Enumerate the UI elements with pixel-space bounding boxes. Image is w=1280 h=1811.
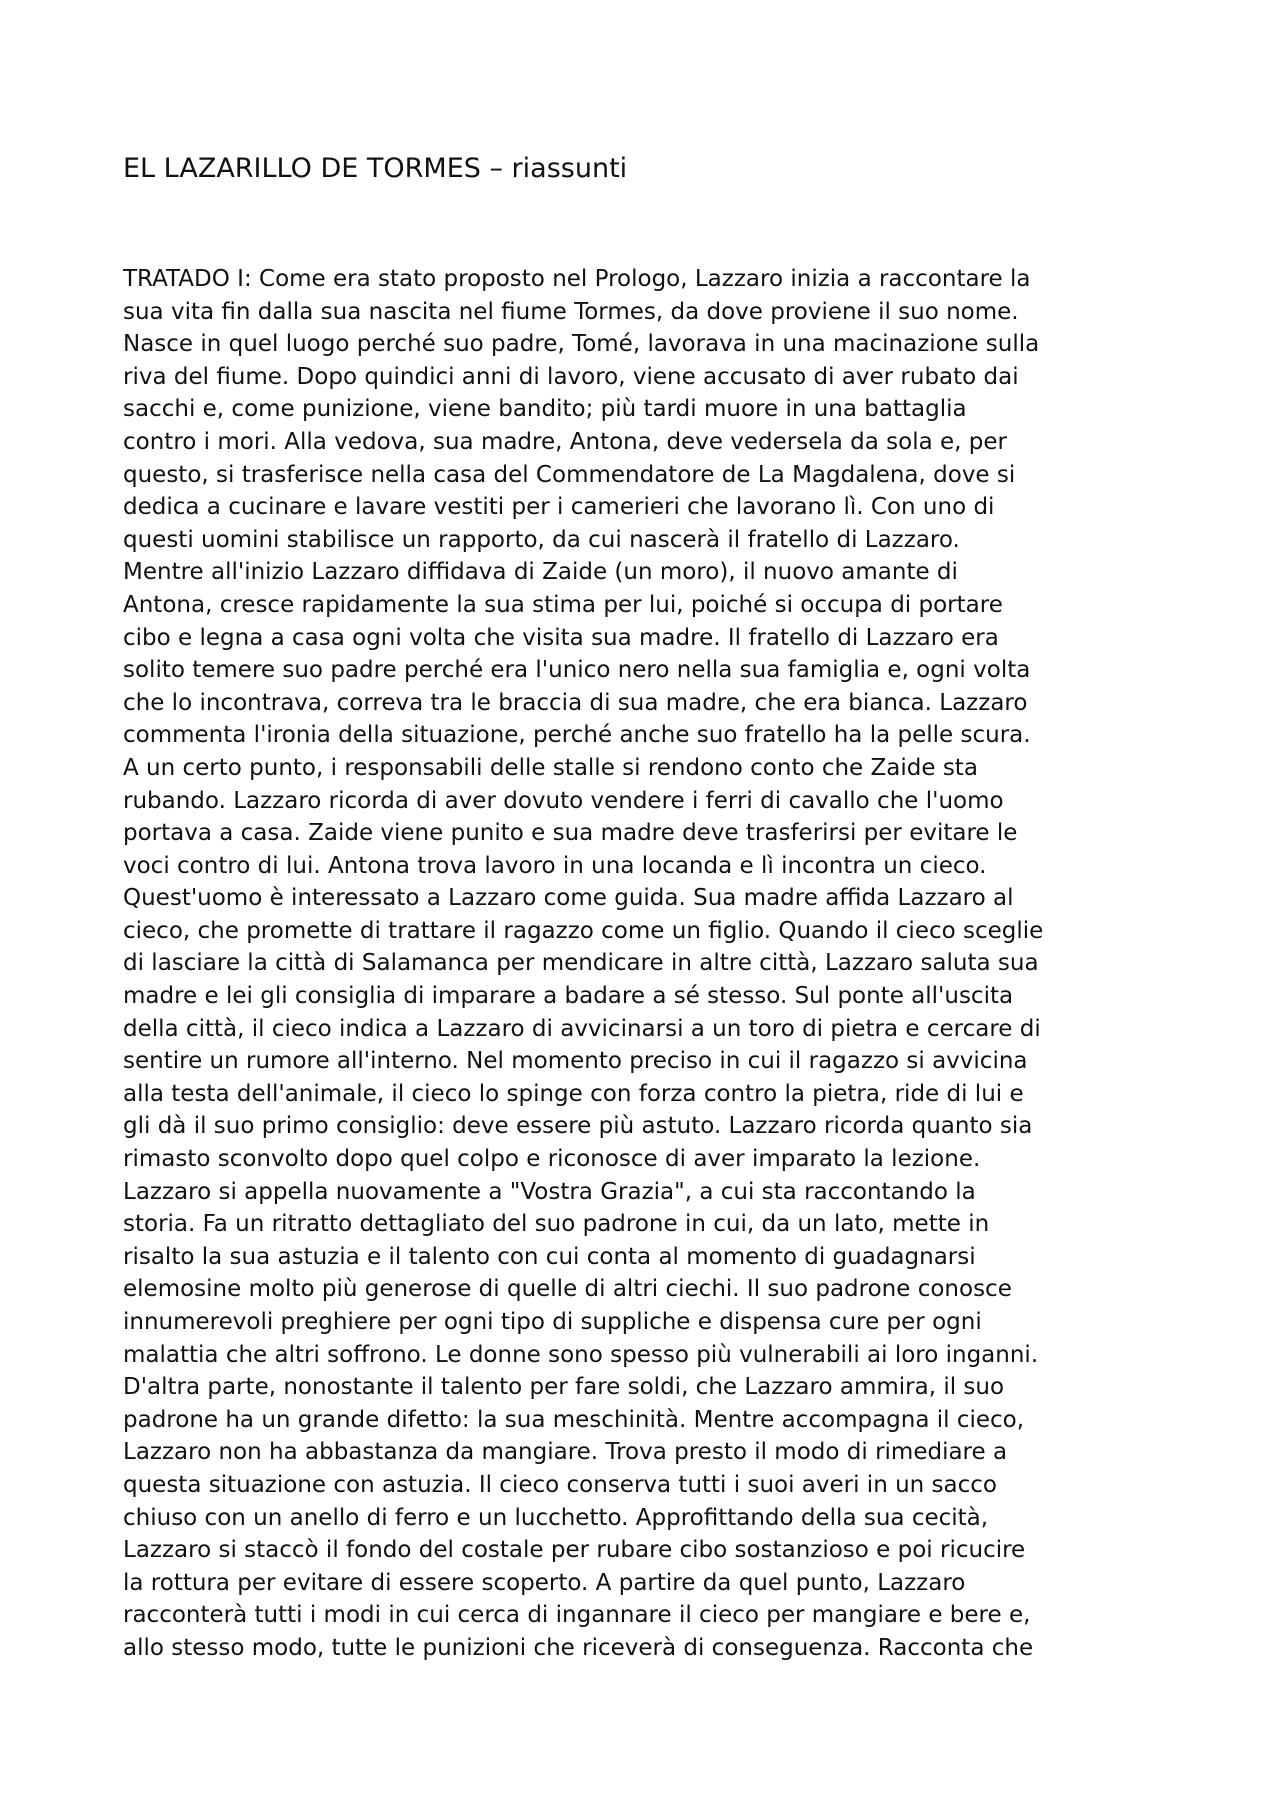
body-text-line: rimasto sconvolto dopo quel colpo e riconosce di aver imparato la lezione. xyxy=(123,1146,981,1173)
body-text-line: cibo e legna a casa ogni volta che visita sua madre. Il fratello di Lazzaro era xyxy=(123,624,999,651)
body-text-line: chiuso con un anello di ferro e un lucchetto. Approfittando della sua cecità, xyxy=(123,1504,989,1531)
body-text-line: malattia che altri soffrono. Le donne sono spesso più vulnerabili ai loro inganni. xyxy=(123,1341,1039,1368)
body-text-line: sentire un rumore all'interno. Nel momento preciso in cui il ragazzo si avvicina xyxy=(123,1048,1028,1075)
body-text-line: A un certo punto, i responsabili delle stalle si rendono conto che Zaide sta xyxy=(123,754,978,781)
body-text-line: Nasce in quel luogo perché suo padre, Tomé, lavorava in una macinazione sulla xyxy=(123,331,1040,358)
body-text-line: di lasciare la città di Salamanca per mendicare in altre città, Lazzaro saluta sua xyxy=(123,950,1039,977)
body-text-line: riva del fiume. Dopo quindici anni di lavoro, viene accusato di aver rubato dai xyxy=(123,363,1019,390)
body-text-line: padrone ha un grande difetto: la sua meschinità. Mentre accompagna il cieco, xyxy=(123,1406,1025,1433)
body-text-line: alla testa dell'animale, il cieco lo spinge con forza contro la pietra, ride di lui e xyxy=(123,1080,1024,1107)
body-text-line: innumerevoli preghiere per ogni tipo di suppliche e dispensa cure per ogni xyxy=(123,1309,982,1335)
body-text-line: Lazzaro non ha abbastanza da mangiare. Trova presto il modo di rimediare a xyxy=(123,1439,1008,1466)
body-text-line: risalto la sua astuzia e il talento con cui conta al momento di guadagnarsi xyxy=(123,1243,976,1270)
body-text-line: che lo incontrava, correva tra le braccia di sua madre, che era bianca. Lazzaro xyxy=(123,689,1028,716)
body-text-line: racconterà tutti i modi in cui cerca di ingannare il cieco per mangiare e bere e, xyxy=(123,1602,1031,1629)
body-text-line: portava a casa. Zaide viene punito e sua madre deve trasferirsi per evitare le xyxy=(123,820,1018,847)
body-text-line: Quest'uomo è interessato a Lazzaro come guida. Sua madre affida Lazzaro al xyxy=(123,885,1014,912)
document-body xyxy=(123,263,1183,1665)
body-text-line: D'altra parte, nonostante il talento per fare soldi, che Lazzaro ammira, il suo xyxy=(123,1374,1005,1401)
body-text-line: questi uomini stabilisce un rapporto, da cui nascerà il fratello di Lazzaro. xyxy=(123,526,960,553)
body-text-line: Antona, cresce rapidamente la sua stima per lui, poiché si occupa di portare xyxy=(123,591,1003,618)
body-text-line: voci contro di lui. Antona trova lavoro in una locanda e lì incontra un cieco. xyxy=(123,852,987,879)
body-text-line: la rottura per evitare di essere scoperto. A partire da quel punto, Lazzaro xyxy=(123,1569,966,1596)
body-text-line: sua vita fin dalla sua nascita nel fiume Tormes, da dove proviene il suo nome. xyxy=(123,298,1019,325)
body-text-line: gli dà il suo primo consiglio: deve essere più astuto. Lazzaro ricorda quanto sia xyxy=(123,1113,1033,1140)
body-text-line: allo stesso modo, tutte le punizioni che riceverà di conseguenza. Racconta che xyxy=(123,1634,1034,1661)
body-text-line: dedica a cucinare e lavare vestiti per i camerieri che lavorano lì. Con uno di xyxy=(123,494,995,521)
body-text-line: solito temere suo padre perché era l'unico nero nella sua famiglia e, ogni volta xyxy=(123,657,1031,684)
body-text-line: elemosine molto più generose di quelle di altri ciechi. Il suo padrone conosce xyxy=(123,1276,1012,1303)
body-text-line: commenta l'ironia della situazione, perché anche suo fratello ha la pelle scura. xyxy=(123,722,1031,749)
body-text-line: rubando. Lazzaro ricorda di aver dovuto vendere i ferri di cavallo che l'uomo xyxy=(123,787,1004,814)
document-title: EL LAZARILLO DE TORMES – riassunti xyxy=(123,153,628,184)
body-text-line: Mentre all'inizio Lazzaro diffidava di Zaide (un moro), il nuovo amante di xyxy=(123,559,958,586)
body-text-line: della città, il cieco indica a Lazzaro di avvicinarsi a un toro di pietra e cercare di xyxy=(123,1015,1041,1042)
body-text-line: madre e lei gli consiglia di imparare a badare a sé stesso. Sul ponte all'uscita xyxy=(123,983,1014,1010)
body-text-line: questo, si trasferisce nella casa del Commendatore de La Magdalena, dove si xyxy=(123,461,1016,488)
body-text-line: cieco, che promette di trattare il ragazzo come un figlio. Quando il cieco sceglie xyxy=(123,917,1044,944)
body-text-line: TRATADO I: Come era stato proposto nel Prologo, Lazzaro inizia a raccontare la xyxy=(123,266,1031,292)
body-text-line: storia. Fa un ritratto dettagliato del suo padrone in cui, da un lato, mette in xyxy=(123,1211,990,1238)
body-text-line: Lazzaro si appella nuovamente a "Vostra Grazia", a cui sta raccontando la xyxy=(123,1178,976,1205)
body-text-line: sacchi e, come punizione, viene bandito; più tardi muore in una battaglia xyxy=(123,396,967,423)
body-text-line: questa situazione con astuzia. Il cieco conserva tutti i suoi averi in un sacco xyxy=(123,1471,997,1498)
body-text-line: Lazzaro si staccò il fondo del costale per rubare cibo sostanzioso e poi ricucire xyxy=(123,1537,1026,1564)
body-text-line: contro i mori. Alla vedova, sua madre, Antona, deve vedersela da sola e, per xyxy=(123,428,1008,455)
